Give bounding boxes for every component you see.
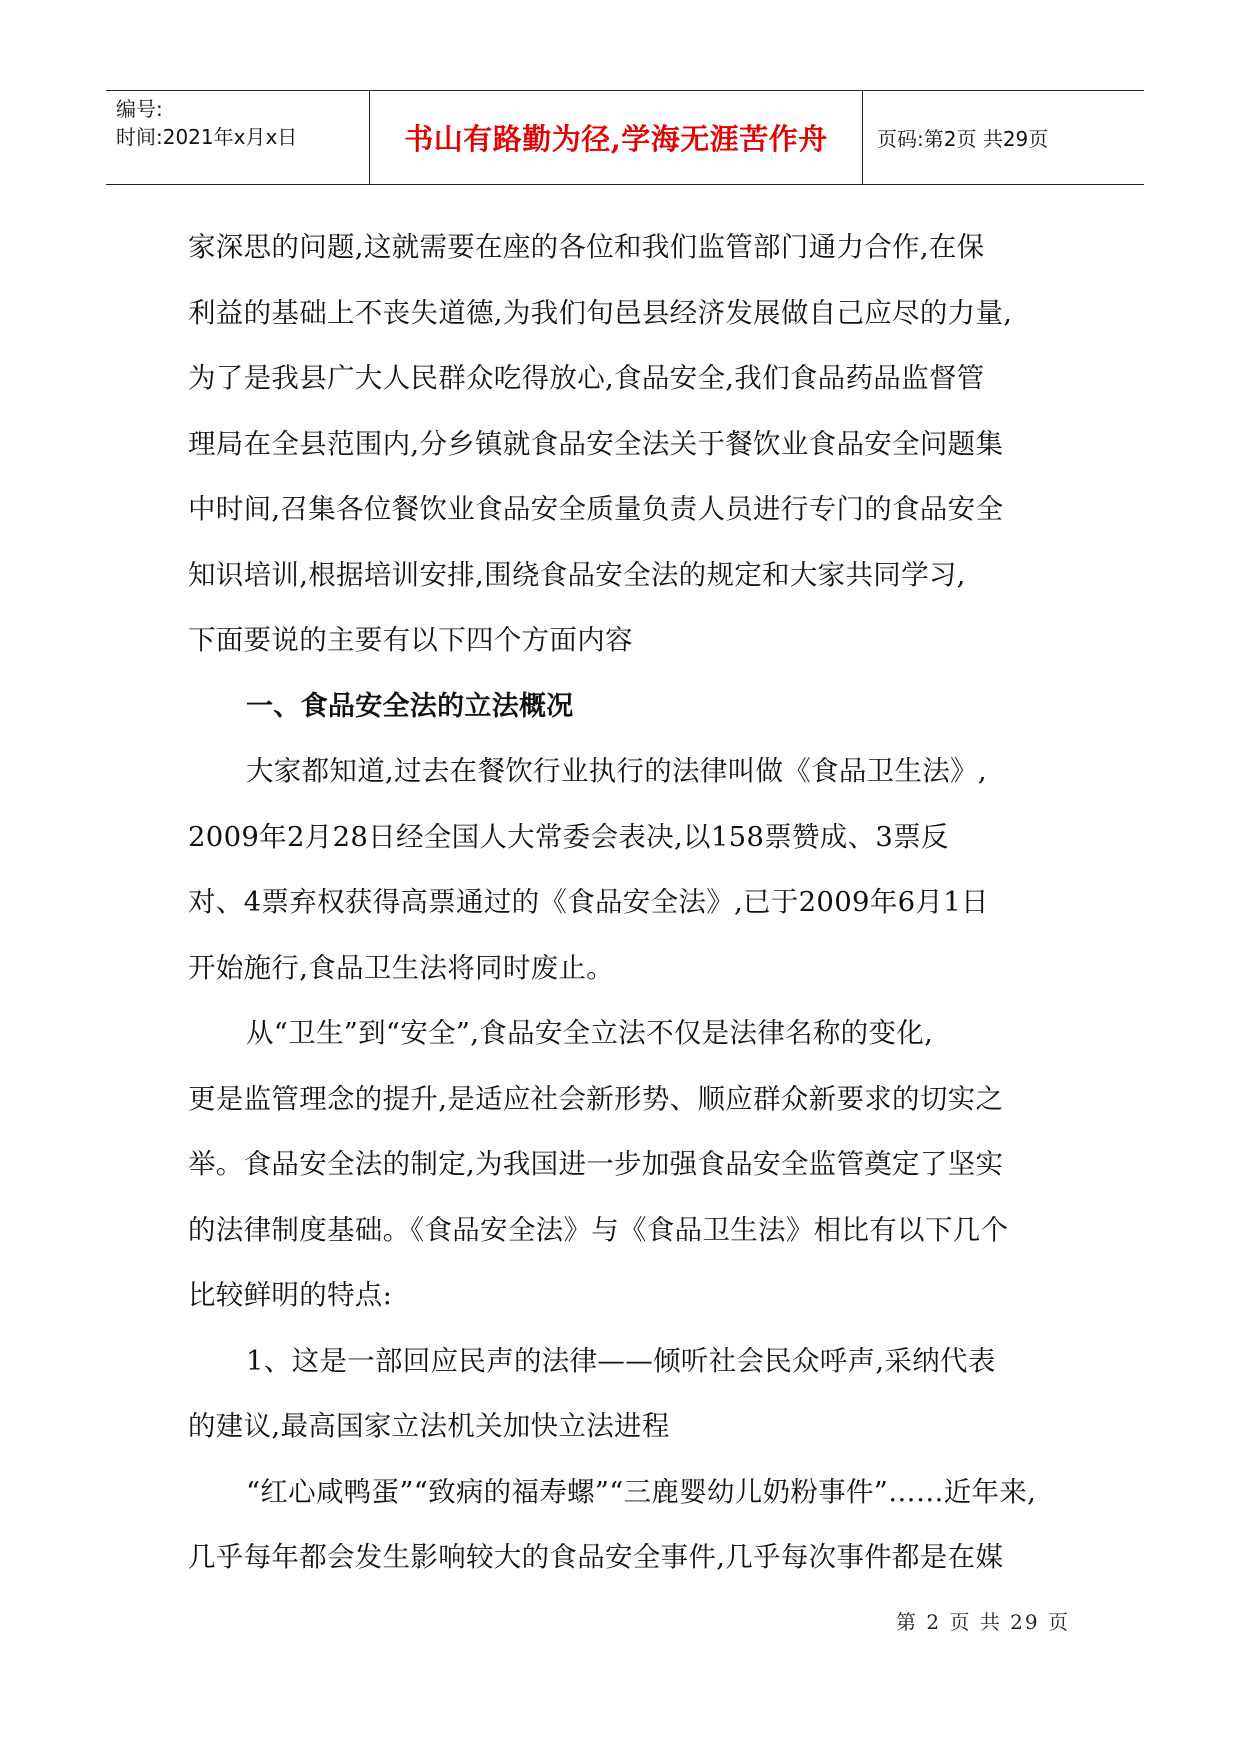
header-page-cell	[863, 91, 1144, 184]
document-time-label: 时间:2021年x月x日	[116, 125, 298, 149]
section-heading: 一、食品安全法的立法概况	[246, 690, 574, 722]
text-line: 2009年2月28日经全国人大常委会表决,以158票赞成、3票反	[188, 820, 949, 853]
text-line: 理局在全县范围内,分乡镇就食品安全法关于餐饮业食品安全问题集	[188, 427, 1004, 460]
document-header	[106, 90, 1144, 185]
text-line: 开始施行,食品卫生法将同时废止。	[188, 951, 615, 984]
motto-text: 书山有路勤为径,学海无涯苦作舟	[404, 122, 828, 156]
text-line: 家深思的问题,这就需要在座的各位和我们监管部门通力合作,在保	[188, 231, 985, 263]
text-line: 几乎每年都会发生影响较大的食品安全事件,几乎每次事件都是在媒	[188, 1541, 1004, 1573]
header-motto-cell	[370, 91, 863, 184]
text-line: 对、4票弃权获得高票通过的《食品安全法》,已于2009年6月1日	[188, 886, 989, 918]
text-line: 的法律制度基础。《食品安全法》与《食品卫生法》相比有以下几个	[188, 1213, 1009, 1246]
header-meta-cell	[106, 91, 370, 184]
text-line: 比较鲜明的特点:	[188, 1279, 393, 1311]
text-line: 更是监管理念的提升,是适应社会新形势、顺应群众新要求的切实之	[188, 1082, 1004, 1115]
text-line: 大家都知道,过去在餐饮行业执行的法律叫做《食品卫生法》,	[246, 755, 987, 787]
text-line: 1、这是一部回应民声的法律——倾听社会民众呼声,采纳代表	[246, 1344, 996, 1377]
text-line: 举。食品安全法的制定,为我国进一步加强食品安全监管奠定了坚实	[188, 1148, 1004, 1180]
document-body	[188, 215, 1068, 1591]
text-line: 的建议,最高国家立法机关加快立法进程	[188, 1410, 670, 1442]
text-line: 中时间,召集各位餐饮业食品安全质量负责人员进行专门的食品安全	[188, 493, 1004, 525]
page-footer: 第 2 页 共 29 页	[896, 1610, 1070, 1634]
text-line: 利益的基础上不丧失道德,为我们旬邑县经济发展做自己应尽的力量,	[188, 296, 1013, 329]
text-line: 下面要说的主要有以下四个方面内容	[188, 624, 633, 656]
text-line: 为了是我县广大人民群众吃得放心,食品安全,我们食品药品监督管	[188, 362, 985, 394]
text-line: 知识培训,根据培训安排,围绕食品安全法的规定和大家共同学习,	[188, 558, 966, 591]
header-page-info: 页码:第2页 共29页	[877, 127, 1049, 151]
text-line: 从“卫生”到“安全”,食品安全立法不仅是法律名称的变化,	[246, 1017, 934, 1049]
text-line: “红心咸鸭蛋”“致病的福寿螺”“三鹿婴幼儿奶粉事件”……近年来,	[246, 1475, 1037, 1508]
document-number-label: 编号:	[116, 97, 163, 121]
